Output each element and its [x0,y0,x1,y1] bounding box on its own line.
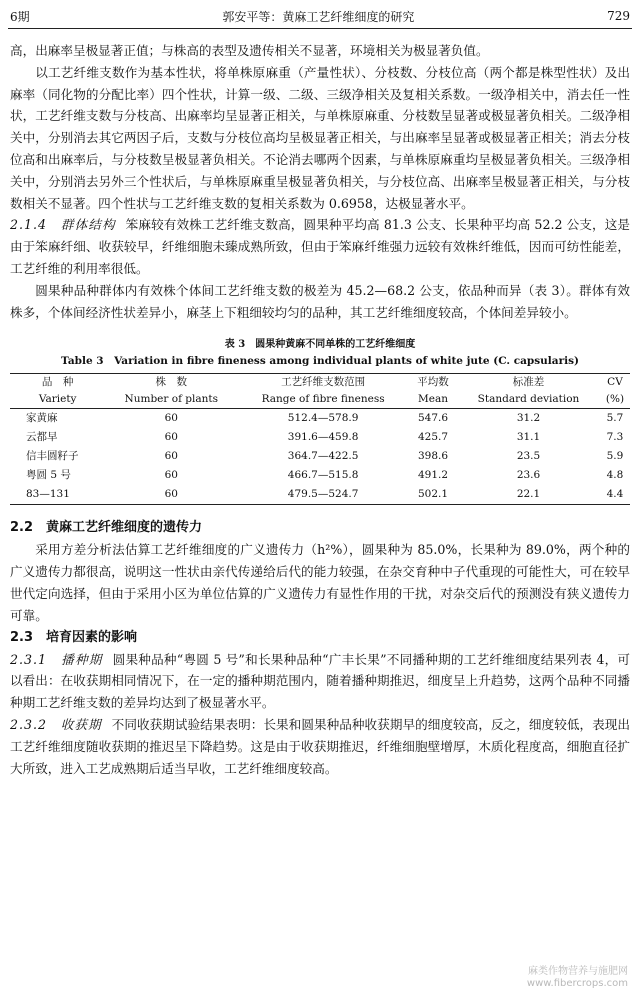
cell-plants: 60 [164,412,178,425]
issue-number: 6期 [10,9,30,24]
cell-range: 364.7—422.5 [287,450,359,463]
cell-plants: 60 [164,450,178,463]
cell-sd: 31.2 [516,412,541,425]
cell-range: 512.4—578.9 [287,412,359,425]
cell-mean: 547.6 [418,412,449,425]
cell-variety: 信丰圆籽子 [26,450,79,463]
col-cv-cn: CV [600,374,630,392]
table-3-caption-cn: 表 3 圆果种黄麻不同单株的工艺纤维细度 [224,339,416,351]
table-row [10,409,630,429]
cell-range: 466.7—515.8 [287,469,359,482]
cell-sd: 23.6 [516,469,541,482]
section-heading-2-2: 2.2 黄麻工艺纤维细度的遗传力 [10,520,203,536]
running-title: 郭安平等：黄麻工艺纤维细度的研究 [222,9,415,24]
col-cv-en: (%) [600,391,630,409]
cell-range: 479.5—524.7 [237,485,409,505]
col-variety-en: Variety [10,391,105,409]
cell-mean: 502.1 [409,485,457,505]
cell-cv: 7.3 [606,431,624,444]
subsection-2-3-2 [10,714,630,779]
page-number: 729 [607,9,630,23]
col-range-en: Range of fibre fineness [237,391,409,409]
paragraph-3-text: 笨麻较有效株工艺纤维支数高，圆果种平均高 81.3 公支、长果种平均高 52.2 公支，这是由于笨麻纤细、收获较早，纤维细胞未臻成熟所致，但由于笨麻纤维强力远较有效株纤维低，因而可纺性能差，工艺纤维的利用率很低。 [10,217,630,276]
cell-variety: 83—131 [10,485,105,505]
cell-mean: 425.7 [418,431,449,444]
watermark [527,966,628,990]
col-range-cn: 工艺纤维支数范围 [237,374,409,392]
running-header [10,6,630,26]
subsection-2-3-2-text: 不同收获期试验结果表明：长果和圆果种品种收获期早的细度较高，反之，细度较低，表现出工艺纤维细度随收获期的推迟呈下降趋势。这是由于收获期推迟，纤维细胞壁增厚，木质化程度高，细胞直径扩大所致，进入工艺成熟期后适当早收，工艺纤维细度较高。 [10,716,631,776]
paragraph-1: 高，出麻率呈极显著正值；与株高的表型及遗传相关不显著，环境相关为极显著负值。 [10,43,489,58]
cell-plants: 60 [164,469,178,482]
table-row [10,428,630,447]
table-header-cn-row [10,374,630,392]
col-mean-cn: 平均数 [409,374,457,392]
subsection-heading-2-1-4: 2.1.4 群体结构 [10,217,116,233]
section-2-2-text: 采用方差分析法估算工艺纤维细度的广义遗传力（h²%），圆果种为 85.0%，长果种为 89.0%，两个种的广义遗传力都很高，说明这一性状由亲代传递给后代的能力较强，在杂交育种中子代重现的可能性大，可在较早世代定向选择，但由于采用小区为单位估算的广义遗传力有显性作用的干扰，对杂交后代的预测没有狭义遗传力可靠。 [10,542,630,623]
cell-sd: 22.1 [457,485,600,505]
cell-cv: 5.9 [606,450,624,463]
cell-cv: 4.8 [606,469,624,482]
col-plants-en: Number of plants [105,391,237,409]
subsection-heading-2-3-1: 2.3.1 播种期 [10,651,103,667]
cell-variety: 粤圆 5 号 [26,469,71,482]
watermark-url: www.fibercrops.com [526,978,628,989]
section-heading-2-3: 2.3 培育因素的影响 [10,629,138,645]
table-row [10,447,630,466]
cell-plants: 60 [164,431,178,444]
cell-mean: 491.2 [418,469,449,482]
col-sd-cn: 标准差 [457,374,600,392]
table-3 [10,373,630,505]
table-row [10,466,630,485]
table-3-caption-en: Table 3 Variation in fibre fineness among individual plants of white jute (C. capsularis) [61,355,579,368]
cell-cv: 4.4 [600,485,630,505]
cell-range: 391.6—459.8 [287,431,359,444]
cell-sd: 31.1 [516,431,541,444]
paragraph-4: 圆果种品种群体内有效株个体间工艺纤维支数的极差为 45.2—68.2 公支，依品种而异（表 3）。群体有效株多，个体间经济性状差异小，麻茎上下粗细较均匀的品种，其工艺纤维细度较高，个体间差异较小。 [10,282,630,320]
subsection-2-3-1-text: 圆果种品种“粤圆 5 号”和长果种品种“广丰长果”不同播种期的工艺纤维细度结果列表 4，可以看出：在收获期相同情况下，在一定的播种期范围内，随着播种期推迟，细度呈上升趋势，这两个品种不同播种期工艺纤维支数的差异均达到了极显著水平。 [10,651,630,711]
header-rule [8,28,632,29]
col-plants-cn: 株 数 [105,374,237,392]
col-variety-cn: 品 种 [10,374,105,392]
col-mean-en: Mean [409,391,457,409]
cell-cv: 5.7 [606,412,624,425]
cell-sd: 23.5 [516,450,541,463]
subsection-2-3-1 [10,649,630,714]
subsection-heading-2-3-2: 2.3.2 收获期 [10,716,102,732]
cell-variety: 家黄麻 [26,412,58,425]
watermark-site-name: 麻类作物营养与施肥网 [528,966,628,977]
page-body [10,40,630,779]
paragraph-2: 以工艺纤维支数作为基本性状，将单株原麻重（产量性状）、分枝数、分枝位高（两个都是株型性状）及出麻率（同化物的分配比率）四个性状，计算一级、二级、三级净相关及复相关系数。一级净相关中，消去任一性状，工艺纤维支数与分枝高、出麻率均呈显著正相关，与单株原麻重、分枝数呈显著或极显著负相关。二级净相关中，分别消去其它两因子后，支数与分枝位高均呈极显著正相关，与出麻率呈显著或极显著正相关；消去分枝位高和出麻率后，与分枝数呈极显著负相关。不论消去哪两个因素，与单株原麻重均呈极显著负相关。三级净相关中，分别消去另外三个性状后，与单株原麻重呈极显著负相关，与分枝位高、出麻率呈极显著正相关，与分枝数相关不显著。四个性状与工艺纤维支数的复相关系数为 0.6958，达极显著水平。 [10,64,630,211]
cell-variety: 云都早 [26,431,58,444]
cell-plants: 60 [105,485,237,505]
col-sd-en: Standard deviation [457,391,600,409]
table-header-en-row [10,391,630,409]
paragraph-3 [10,214,630,279]
cell-mean: 398.6 [418,450,449,463]
table-row [10,485,630,505]
